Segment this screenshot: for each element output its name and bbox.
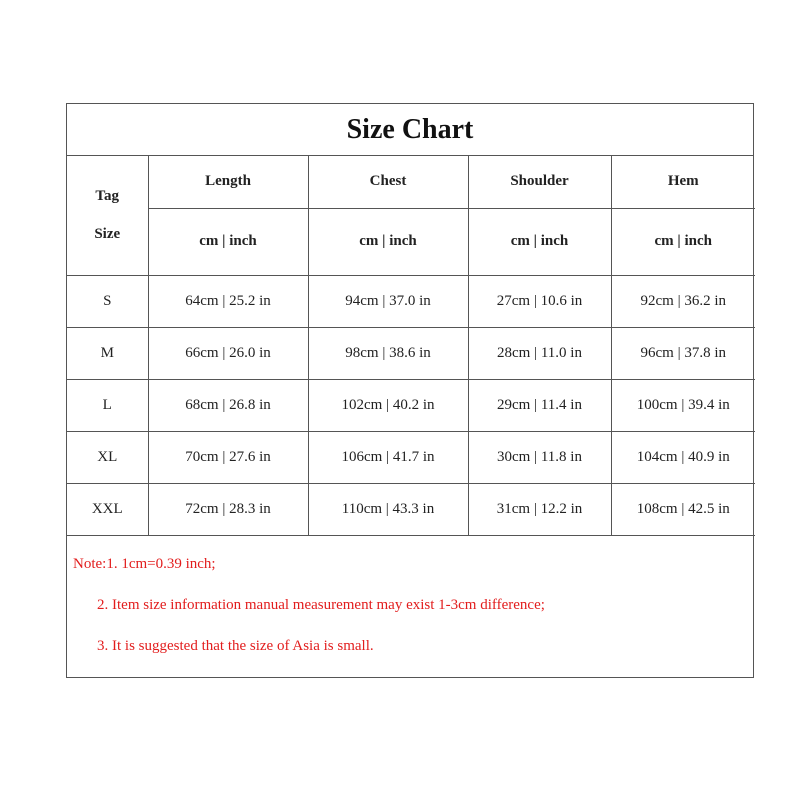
chest-cell: 102cm | 40.2 in [308, 379, 468, 431]
unit-header-row [67, 208, 755, 275]
size-chart [66, 103, 754, 678]
note-line: Note:1. 1cm=0.39 inch; [73, 555, 216, 572]
tag-size-header [67, 156, 148, 275]
length-cell: 70cm | 27.6 in [148, 431, 308, 483]
length-cell: 66cm | 26.0 in [148, 327, 308, 379]
unit-label-shoulder: cm | inch [468, 208, 611, 275]
shoulder-cell: 30cm | 11.8 in [468, 431, 611, 483]
table-row [67, 327, 755, 379]
chest-cell: 110cm | 43.3 in [308, 483, 468, 535]
shoulder-cell: 28cm | 11.0 in [468, 327, 611, 379]
unit-label-hem: cm | inch [611, 208, 755, 275]
hem-cell: 100cm | 39.4 in [611, 379, 755, 431]
column-header-hem: Hem [611, 156, 755, 208]
chest-cell: 98cm | 38.6 in [308, 327, 468, 379]
table-row [67, 483, 755, 535]
length-cell: 68cm | 26.8 in [148, 379, 308, 431]
shoulder-cell: 29cm | 11.4 in [468, 379, 611, 431]
chest-cell: 94cm | 37.0 in [308, 275, 468, 327]
size-table [67, 156, 755, 536]
size-cell: M [67, 327, 148, 379]
note-line: 3. It is suggested that the size of Asia is small. [97, 637, 374, 654]
size-label-header: Size [94, 226, 121, 243]
table-row [67, 379, 755, 431]
unit-label-length: cm | inch [148, 208, 308, 275]
notes-section [67, 536, 753, 673]
hem-cell: 108cm | 42.5 in [611, 483, 755, 535]
shoulder-cell: 31cm | 12.2 in [468, 483, 611, 535]
hem-cell: 104cm | 40.9 in [611, 431, 755, 483]
length-cell: 64cm | 25.2 in [148, 275, 308, 327]
table-row [67, 431, 755, 483]
column-header-length: Length [148, 156, 308, 208]
table-row [67, 275, 755, 327]
size-cell: XXL [67, 483, 148, 535]
column-header-chest: Chest [308, 156, 468, 208]
size-cell: L [67, 379, 148, 431]
length-cell: 72cm | 28.3 in [148, 483, 308, 535]
size-cell: XL [67, 431, 148, 483]
column-header-shoulder: Shoulder [468, 156, 611, 208]
table-header-row [67, 156, 755, 208]
shoulder-cell: 27cm | 10.6 in [468, 275, 611, 327]
hem-cell: 96cm | 37.8 in [611, 327, 755, 379]
tag-label: Tag [95, 188, 120, 205]
note-line: 2. Item size information manual measurement may exist 1-3cm difference; [97, 596, 545, 613]
hem-cell: 92cm | 36.2 in [611, 275, 755, 327]
unit-label-chest: cm | inch [308, 208, 468, 275]
size-cell: S [67, 275, 148, 327]
chart-title: Size Chart [67, 104, 753, 156]
chest-cell: 106cm | 41.7 in [308, 431, 468, 483]
